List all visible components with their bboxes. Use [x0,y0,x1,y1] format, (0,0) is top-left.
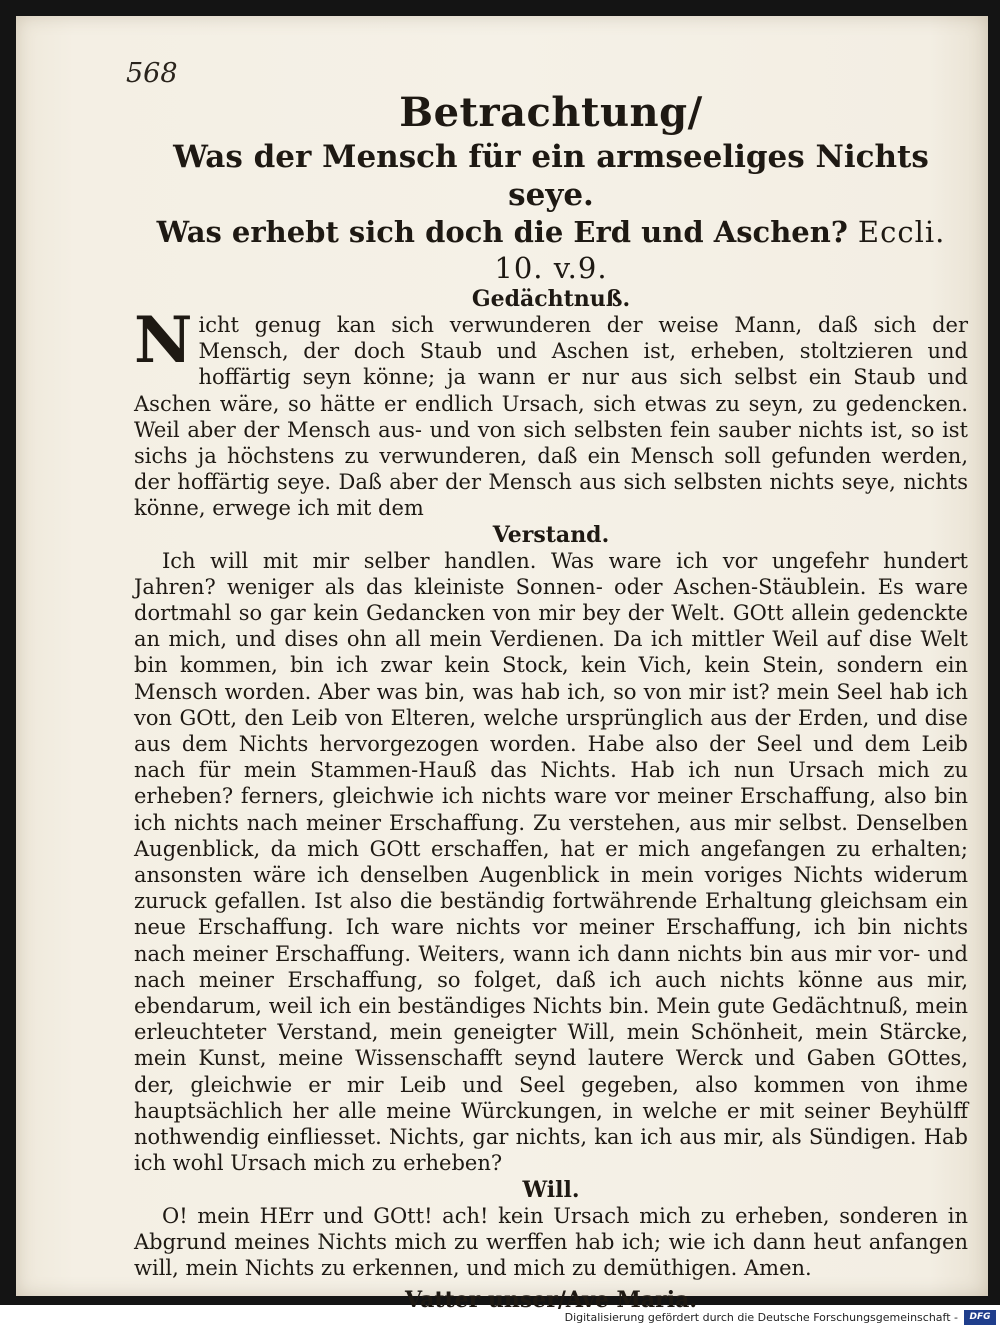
motto-citation: Eccli. 10. v.9. [494,215,946,285]
heading-memory: Gedächtnuß. [471,286,631,312]
book-page [16,16,988,1314]
funding-credit: Digitalisierung gefördert durch die Deutsche Forschungsgemeinschaft - [564,1311,958,1324]
paragraph-memory-text: icht genug kan sich verwunderen der weise Mann, daß sich der Mensch, der doch Staub und Aschen ist, erheben, stoltzieren und hoffärtig seyn könne; ja wann er nur aus sich selbst ein Staub und Aschen wäre, so hätte er endlich Ursach, sich etwas zu seyn, zu gedencken. Weil aber der Mensch aus- und von sich selbsten fein sauber nichts ist, so ist sichs ja höchstens zu verwunderen, daß ein Mensch soll gefunden werden, der hoffärtig seye. Daß aber der Mensch aus sich selbsten nichts seye, nichts könne, erwege ich mit dem [134,313,968,521]
closing-prayer: Vatter unser/Ave Maria. [405,1287,697,1314]
motto [134,214,968,286]
page-number: 568 [126,58,178,89]
page-subtitle: Was der Mensch für ein armseeliges Nichts seye. [173,139,929,213]
paragraph-memory [134,303,968,522]
dropcap-letter: N [134,303,193,378]
page-title: Betrachtung/ [399,89,703,136]
heading-will: Will. [522,1176,580,1203]
text-block [134,88,968,1315]
heading-understanding: Verstand. [492,521,610,548]
paragraph-will: O! mein HErr und GOtt! ach! kein Ursach mich zu erheben, sonderen in Abgrund meines Nichts mich zu werffen hab ich; wie ich dann heut anfangen will, mein Nichts zu erkennen, und mich zu demüthigen. Amen. [134,1203,968,1280]
motto-text: Was erhebt sich doch die Erd und Aschen? [156,215,848,249]
paragraph-understanding: Ich will mit mir selber handlen. Was ware ich vor ungefehr hundert Jahren? weniger als das kleiniste Sonnen- oder Aschen-Stäublein. Es ware dortmahl so gar kein Gedancken von mir bey der Welt. GOtt allein gedenckte an mich, und dises ohn all mein Verdienen. Da ich mittler Weil auf dise Welt bin kommen, bin ich zwar kein Stock, kein Vich, kein Stein, sondern ein Mensch worden. Aber was bin, was hab ich, so von mir ist? mein Seel hab ich von GOtt, den Leib von Elteren, welche ursprünglich aus der Erden, und dise aus dem Nichts hervorgezogen worden. Habe also der Seel und dem Leib nach für mein Stammen-Hauß das Nichts. Hab ich nun Ursach mich zu erheben? ferners, gleichwie ich nichts ware vor meiner Erschaffung, also bin ich nichts nach meiner Erschaffung. Zu verstehen, aus mir selbst. Denselben Augenblick, da mich GOtt erschaffen, hat er mich angefangen zu erhalten; ansonsten wäre ich denselben Augenblick in mein voriges Nichts widerum zuruck gefallen. Ist also die beständig fortwährende Erhaltung gleichsam ein neue Erschaffung. Ich ware nichts vor meiner Erschaffung, ich bin nichts nach meiner Erschaffung. Weiters, wann ich dann nichts bin aus mir vor- und nach meiner Erschaffung, so folget, daß ich auch nichts könne aus mir, ebendarum, weil ich ein beständiges Nichts bin. Mein gute Gedächtnuß, mein erleuchteter Verstand, mein geneigter Will, mein Schönheit, mein Stärcke, mein Kunst, meine Wissenschafft seynd lautere Werck und Gaben GOttes, der, gleichwie er mir Leib und Seel gegeben, also kommen von ihme hauptsächlich her alle meine Würckungen, in welche er mit seiner Beyhülff nothwendig einfliesset. Nichts, gar nichts, kan ich aus mir, als Sündigen. Hab ich wohl Ursach mich zu erheben? [134,548,968,1176]
dfg-logo: DFG [964,1310,996,1325]
